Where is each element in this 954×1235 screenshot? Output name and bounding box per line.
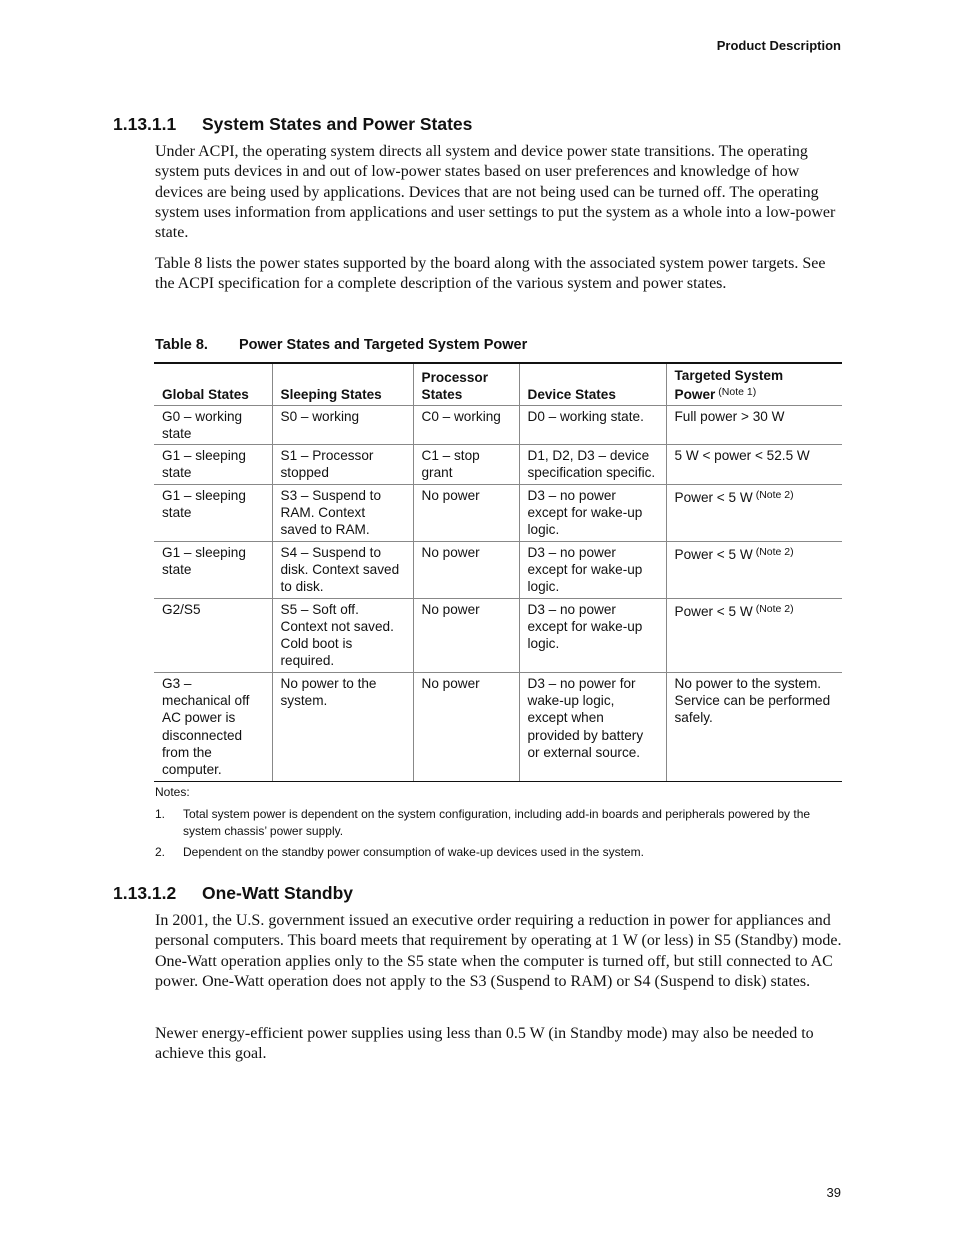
cell-targeted-power <box>666 672 842 781</box>
note-ref: (Note 2) <box>755 602 794 615</box>
body-paragraph: Table 8 lists the power states supported by the board along with the associated system power targets. See the ACPI specification for a complete description of the various system and power states. <box>155 255 826 293</box>
cell-sleeping-state: S3 – Suspend to RAM. Context saved to RAM. <box>272 484 413 541</box>
cell-targeted-power <box>666 541 842 598</box>
body-paragraph: In 2001, the U.S. government issued an executive order requiring a reduction in power for appliances and personal computers. This board meets that requirement by operating at 1 W (or less) in S5 (Standby) mode. One-Watt operation applies only to the S5 state when the computer is turned off, but still connected to AC power. One-Watt operation does not apply to the S3 (Suspend to RAM) or S4 (Suspend to disk) states. <box>155 912 842 990</box>
cell-global-state: G2/S5 <box>154 598 272 672</box>
table-row <box>154 672 842 781</box>
note-item <box>155 806 815 839</box>
table-caption <box>155 337 527 353</box>
cell-global-state: G1 – sleeping state <box>154 484 272 541</box>
cell-global-state: G1 – sleeping state <box>154 541 272 598</box>
cell-processor-state: No power <box>413 672 519 781</box>
header-targeted-power <box>666 363 842 405</box>
power-states-table <box>154 362 842 782</box>
cell-targeted-power <box>666 445 842 485</box>
header-sleeping-states: Sleeping States <box>272 363 413 405</box>
table-row <box>154 445 842 485</box>
cell-targeted-power <box>666 598 842 672</box>
cell-global-state: G1 – sleeping state <box>154 445 272 485</box>
cell-device-state: D1, D2, D3 – device specification specific. <box>519 445 666 485</box>
note-ref: (Note 2) <box>755 545 794 558</box>
section-title: One-Watt Standby <box>202 883 354 903</box>
section-heading-one-watt-standby <box>113 883 353 904</box>
header-device-states: Device States <box>519 363 666 405</box>
page-number: 39 <box>826 1185 841 1200</box>
cell-global-state: G0 – working state <box>154 405 272 445</box>
cell-processor-state: No power <box>413 541 519 598</box>
body-paragraph: Under ACPI, the operating system directs all system and device power state transitions. The operating system puts devices in and out of low-power states based on user preferences and knowledge of how devices are being used by applications. Devices that are not being used can be turned off. The operating system uses information from applications and user settings to put the system as a whole into a low-power state. <box>155 143 836 242</box>
note-ref: (Note 1) <box>718 386 757 399</box>
section-number: 1.13.1.1 <box>113 114 177 134</box>
note-number: 1. <box>155 807 166 821</box>
cell-processor-state: C0 – working <box>413 405 519 445</box>
note-item <box>155 844 815 861</box>
cell-device-state: D3 – no power except for wake-up logic. <box>519 484 666 541</box>
cell-processor-state: No power <box>413 484 519 541</box>
table-row <box>154 405 842 445</box>
section-heading-system-states <box>113 114 472 135</box>
section-number: 1.13.1.2 <box>113 883 177 903</box>
power-value: Power < 5 W <box>674 546 753 562</box>
cell-device-state: D3 – no power except for wake-up logic. <box>519 598 666 672</box>
power-value: Full power > 30 W <box>674 408 785 424</box>
power-value: Power < 5 W <box>674 489 753 505</box>
cell-targeted-power <box>666 405 842 445</box>
power-value: No power to the system. Service can be performed safely. <box>674 675 831 726</box>
note-ref: (Note 2) <box>755 488 794 501</box>
cell-sleeping-state: S0 – working <box>272 405 413 445</box>
cell-device-state: D3 – no power for wake-up logic, except when provided by battery or external source. <box>519 672 666 781</box>
table-row <box>154 541 842 598</box>
cell-sleeping-state: S4 – Suspend to disk. Context saved to disk. <box>272 541 413 598</box>
header-targeted-power-label: Targeted System Power <box>674 368 784 403</box>
notes-title: Notes: <box>155 785 190 799</box>
running-header: Product Description <box>716 38 841 53</box>
cell-sleeping-state: S1 – Processor stopped <box>272 445 413 485</box>
note-text: Total system power is dependent on the system configuration, including add-in boards and peripherals powered by the system chassis’ power supply. <box>183 807 811 838</box>
table-caption-title: Power States and Targeted System Power <box>239 337 528 353</box>
cell-global-state: G3 – mechanical off AC power is disconnected from the computer. <box>154 672 272 781</box>
cell-sleeping-state: No power to the system. <box>272 672 413 781</box>
power-value: 5 W < power < 52.5 W <box>674 448 810 464</box>
cell-sleeping-state: S5 – Soft off. Context not saved. Cold boot is required. <box>272 598 413 672</box>
section-title: System States and Power States <box>202 114 473 134</box>
cell-device-state: D3 – no power except for wake-up logic. <box>519 541 666 598</box>
header-global-states: Global States <box>162 387 249 403</box>
cell-targeted-power <box>666 484 842 541</box>
table-caption-label: Table 8. <box>155 337 208 353</box>
cell-processor-state: No power <box>413 598 519 672</box>
table-row <box>154 484 842 541</box>
cell-device-state: D0 – working state. <box>519 405 666 445</box>
table-header-row <box>154 363 842 405</box>
header-processor-states: Processor States <box>413 363 519 405</box>
note-number: 2. <box>155 845 166 859</box>
power-value: Power < 5 W <box>674 603 753 619</box>
cell-processor-state: C1 – stop grant <box>413 445 519 485</box>
table-row <box>154 598 842 672</box>
note-text: Dependent on the standby power consumption of wake-up devices used in the system. <box>183 845 644 859</box>
body-paragraph: Newer energy-efficient power supplies using less than 0.5 W (in Standby mode) may also be needed to achieve this goal. <box>155 1025 814 1063</box>
